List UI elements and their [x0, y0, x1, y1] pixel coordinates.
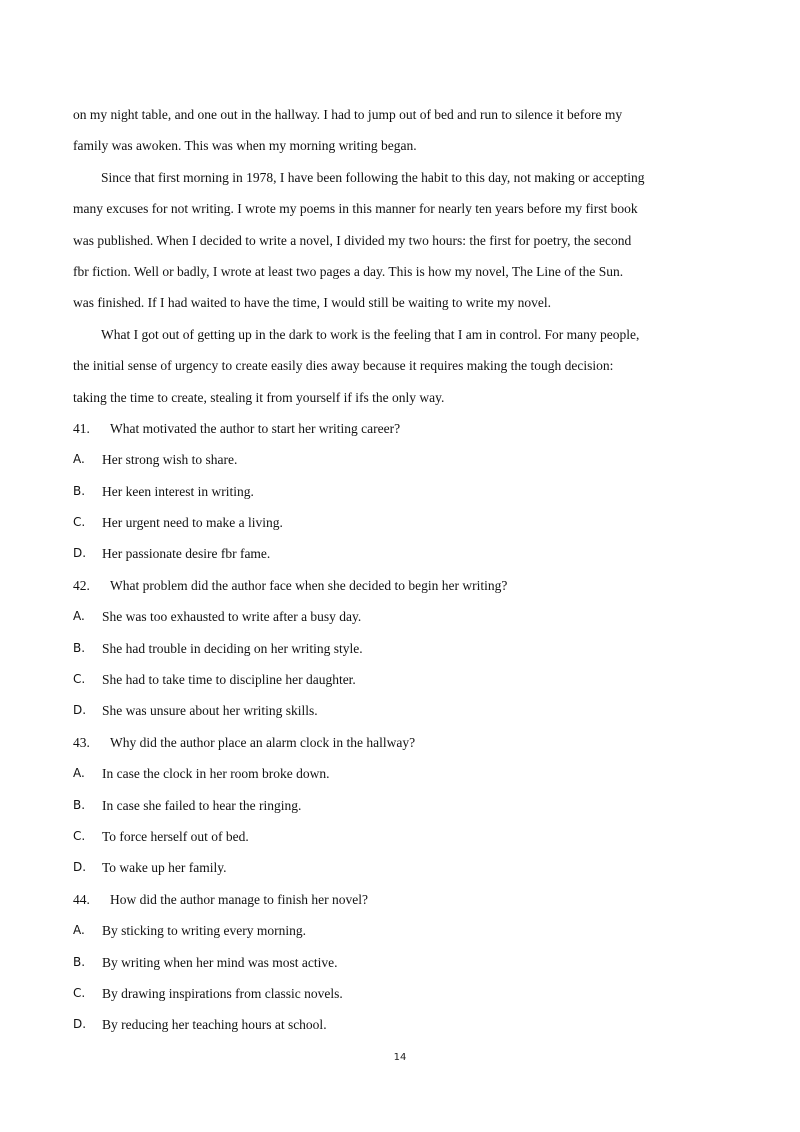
option-text: She was too exhausted to write after a busy day.: [102, 609, 362, 625]
option-letter: B.: [73, 640, 86, 655]
option-text: Her passionate desire fbr fame.: [102, 546, 271, 562]
option-letter: B.: [73, 954, 86, 969]
answer-option: [73, 507, 733, 538]
option-text: In case she failed to hear the ringing.: [102, 797, 302, 813]
answer-option: [73, 790, 733, 821]
option-text: She had to take time to discipline her daughter.: [102, 672, 356, 688]
question-number: 44.: [73, 891, 90, 907]
option-text: By writing when her mind was most active.: [102, 954, 338, 970]
question-text: What motivated the author to start her writing career?: [110, 420, 401, 436]
question: [73, 727, 733, 758]
passage-line: Since that first morning in 1978, I have been following the habit to this day, not making or accepting: [101, 169, 645, 185]
question-number: 42.: [73, 577, 90, 593]
question: [73, 884, 733, 915]
passage-line: on my night table, and one out in the hallway. I had to jump out of bed and run to silence it before my: [73, 107, 623, 122]
answer-option: [73, 664, 733, 695]
option-text: To wake up her family.: [102, 860, 227, 876]
question-number: 43.: [73, 734, 90, 750]
option-text: By reducing her teaching hours at school.: [102, 1017, 327, 1033]
option-letter: A.: [73, 923, 85, 938]
passage-line: many excuses for not writing. I wrote my poems in this manner for nearly ten years before my first book: [73, 201, 638, 217]
option-letter: D.: [73, 546, 87, 561]
answer-option: [73, 695, 733, 726]
option-text: To force herself out of bed.: [102, 828, 249, 844]
option-letter: D.: [73, 1017, 87, 1032]
reading-passage: [73, 99, 733, 413]
question-text: Why did the author place an alarm clock in the hallway?: [110, 734, 416, 750]
option-letter: C.: [73, 985, 86, 1000]
option-text: Her strong wish to share.: [102, 452, 238, 468]
answer-option: [73, 633, 733, 664]
answer-option: [73, 947, 733, 978]
passage-line: fbr fiction. Well or badly, I wrote at least two pages a day. This is how my novel, The Line of the Sun.: [73, 263, 624, 279]
option-letter: D.: [73, 703, 87, 718]
option-text: In case the clock in her room broke down.: [102, 766, 330, 782]
option-text: She was unsure about her writing skills.: [102, 703, 318, 719]
option-letter: A.: [73, 609, 85, 624]
answer-option: [73, 601, 733, 632]
option-letter: B.: [73, 797, 86, 812]
option-text: Her urgent need to make a living.: [102, 515, 283, 531]
answer-option: [73, 758, 733, 789]
question-number: 41.: [73, 420, 90, 436]
answer-option: [73, 476, 733, 507]
option-letter: D.: [73, 860, 87, 875]
passage-line: was published. When I decided to write a novel, I divided my two hours: the first for poetry, the second: [73, 232, 632, 248]
passage-line: taking the time to create, stealing it from yourself if ifs the only way.: [73, 389, 445, 405]
answer-option: [73, 1009, 733, 1040]
option-letter: B.: [73, 483, 86, 498]
page-content: [73, 99, 733, 1041]
question-list: [73, 413, 733, 1041]
option-letter: C.: [73, 828, 86, 843]
answer-option: [73, 978, 733, 1009]
option-text: By sticking to writing every morning.: [102, 923, 306, 939]
option-text: By drawing inspirations from classic novels.: [102, 985, 343, 1001]
answer-option: [73, 915, 733, 946]
question: [73, 413, 733, 444]
passage-line: What I got out of getting up in the dark to work is the feeling that I am in control. For many people,: [101, 326, 640, 342]
option-letter: A.: [73, 452, 85, 467]
option-letter: C.: [73, 515, 86, 530]
passage-line: family was awoken. This was when my morning writing began.: [73, 138, 417, 154]
answer-option: [73, 444, 733, 475]
question-text: How did the author manage to finish her novel?: [110, 891, 368, 907]
answer-option: [73, 821, 733, 852]
page-number: 14: [393, 1052, 407, 1063]
option-text: She had trouble in deciding on her writing style.: [102, 640, 363, 656]
passage-line: the initial sense of urgency to create easily dies away because it requires making the tough decision:: [73, 358, 614, 374]
answer-option: [73, 852, 733, 883]
passage-line: was finished. If I had waited to have the time, I would still be waiting to write my novel.: [73, 295, 552, 311]
option-text: Her keen interest in writing.: [102, 483, 254, 499]
option-letter: A.: [73, 766, 85, 781]
question-text: What problem did the author face when she decided to begin her writing?: [110, 577, 508, 593]
answer-option: [73, 538, 733, 569]
option-letter: C.: [73, 672, 86, 687]
question: [73, 570, 733, 601]
